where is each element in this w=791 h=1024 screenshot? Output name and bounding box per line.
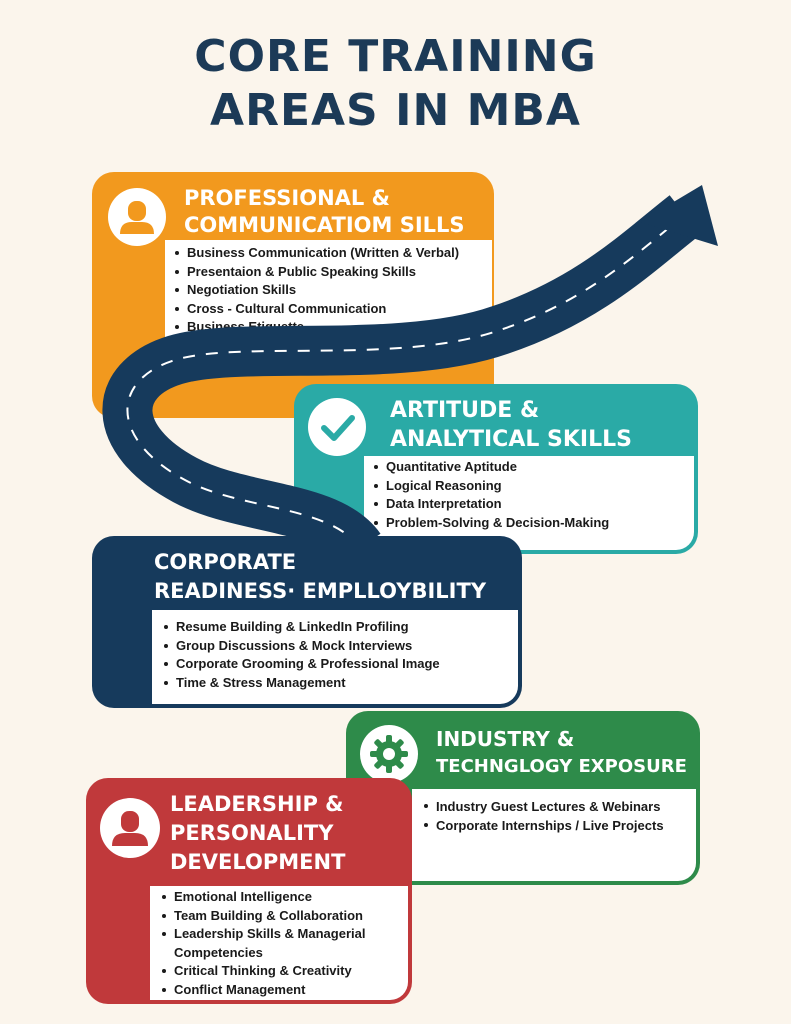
card-title: LEADERSHIP & PERSONALITY DEVELOPMENT — [170, 792, 346, 874]
list-item: Quantitative Aptitude — [372, 458, 694, 477]
list-item: Emotional Intelligence — [160, 888, 408, 907]
list-item: Negotiation Skills — [173, 281, 492, 300]
list-item: Presentaion & Public Speaking Skills — [173, 263, 492, 282]
list-item: Resume Building & LinkedIn Profiling — [162, 618, 518, 637]
list-item: Group Discussions & Mock Interviews — [162, 637, 518, 656]
card-title: PROFESSIONAL & COMMUNICATIOM SILLS — [184, 186, 465, 237]
card-leadership-personality — [86, 778, 412, 1004]
list-item: Logical Reasoning — [372, 477, 694, 496]
card-title: ARTITUDE & ANALYTICAL SKILLS — [390, 398, 632, 452]
list-item: Industry Guest Lectures & Webinars — [422, 797, 696, 816]
card-title: CORPORATE READINESS· EMPLLOYBILITY — [154, 550, 487, 603]
list-item: Business Communication (Written & Verbal) — [173, 244, 492, 263]
list-item: Time & Stress Management — [162, 674, 518, 693]
person-icon — [100, 798, 160, 858]
title-line-1: CORE TRAINING — [194, 31, 597, 82]
list-item: Conflict Management — [160, 981, 408, 1000]
card-corporate-readiness — [92, 536, 522, 708]
list-item: Cross - Cultural Communication — [173, 300, 492, 319]
list-item: Data Interpretation — [372, 495, 694, 514]
gear-icon — [360, 725, 418, 783]
card-title: INDUSTRY & TECHNGLOGY EXPOSURE — [436, 727, 687, 777]
list-item: Corporate Grooming & Professional Image — [162, 655, 518, 674]
list-item: Leadership Skills & Managerial Competencies — [160, 925, 384, 962]
skills-list — [412, 789, 696, 881]
list-item: Critical Thinking & Creativity — [160, 962, 408, 981]
title-line-2: AREAS IN MBA — [210, 85, 581, 136]
list-item: Corporate Internships / Live Projects — [422, 816, 696, 835]
list-item: Team Building & Collaboration — [160, 907, 408, 926]
list-item: Business Etiquette — [173, 318, 492, 337]
list-item: Problem-Solving & Decision-Making — [372, 514, 694, 533]
skills-list — [152, 610, 518, 704]
skills-list — [150, 886, 408, 1000]
